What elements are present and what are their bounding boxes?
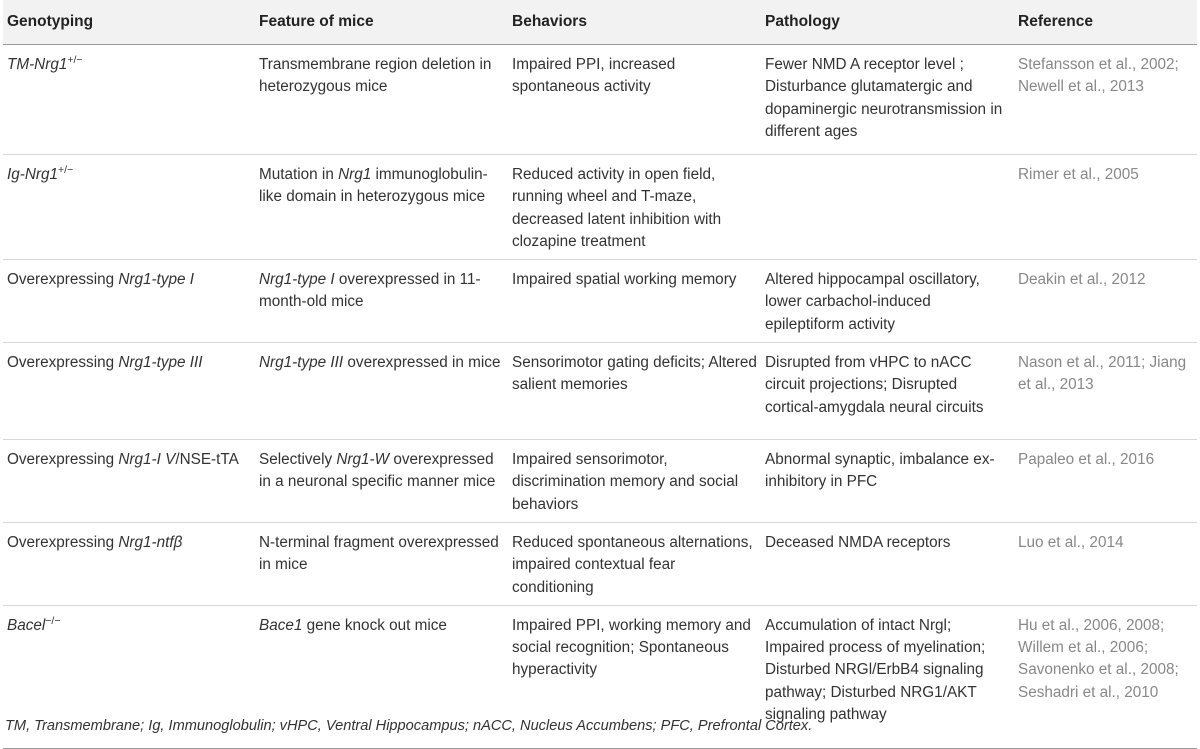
reference-cell: Rimer et al., 2005 — [1018, 166, 1139, 183]
behaviors-cell: Reduced activity in open field, running wheel and T-maze, decreased latent inhibition with clozapine treatment — [512, 166, 722, 250]
feature-cell: N-terminal fragment overexpressed in mice — [259, 533, 499, 574]
genotype-cell — [3, 45, 255, 155]
pathology-cell: Disrupted from vHPC to nACC circuit projections; Disrupted cortical-amygdala neural circuits — [765, 354, 984, 416]
header-reference: Reference — [1014, 0, 1197, 45]
genotype-text: Overexpressing — [7, 354, 119, 372]
feature-text: overexpressed in mice — [343, 354, 501, 372]
feature-text: overexpressed in a neuronal specific manner mice — [259, 451, 496, 491]
genotype-superscript: +/− — [58, 163, 74, 176]
reference-cell: Nason et al., 2011; Jiang et al., 2013 — [1018, 354, 1187, 394]
feature-cell — [255, 440, 508, 523]
genotype-text: Overexpressing — [7, 451, 119, 469]
genotype-superscript: −/− — [45, 614, 61, 627]
reference-cell: Deakin et al., 2012 — [1018, 271, 1146, 289]
feature-gene: Bace1 — [259, 616, 303, 634]
genotype-name: Nrg1-ntfβ — [118, 533, 183, 551]
genotype-name: TM-Nrg1 — [7, 56, 68, 73]
table-row — [3, 440, 1197, 523]
feature-text: overexpressed in 11-month-old mice — [259, 271, 481, 311]
feature-gene: Nrg1-type I — [259, 271, 335, 289]
header-genotyping: Genotyping — [3, 0, 255, 45]
reference-cell: Hu et al., 2006, 2008; Willem et al., 2006; Savonenko et al., 2008; Seshadri et al., 2010 — [1018, 616, 1179, 701]
header-pathology: Pathology — [761, 0, 1014, 45]
genotype-text: /NSE-tTA — [175, 451, 239, 469]
genotype-name: Ig-Nrg1 — [7, 166, 59, 183]
genotype-superscript: +/− — [67, 53, 83, 66]
table-row — [3, 260, 1197, 343]
mouse-models-table — [3, 0, 1197, 749]
feature-cell — [255, 155, 508, 260]
table-row — [3, 522, 1197, 605]
header-row — [3, 0, 1197, 45]
header-feature: Feature of mice — [255, 0, 508, 45]
reference-cell: Luo et al., 2014 — [1018, 533, 1124, 551]
pathology-cell — [761, 155, 1014, 260]
table-row — [3, 45, 1197, 155]
table-footnote: TM, Transmembrane; Ig, Immunoglobulin; vHPC, Ventral Hippocampus; nACC, Nucleus Accumbens; PFC, Prefrontal Cortex. — [5, 718, 813, 734]
genotype-cell — [3, 260, 255, 343]
pathology-cell: Altered hippocampal oscillatory, lower carbachol-induced epileptiform activity — [765, 271, 980, 333]
genotype-name: Nrg1-type III — [118, 354, 203, 372]
pathology-cell: Fewer NMD A receptor level ; Disturbance glutamatergic and dopaminergic neurotransmission in different ages — [765, 56, 1003, 140]
feature-gene: Nrg1-type III — [259, 354, 344, 372]
table-row — [3, 155, 1197, 260]
feature-text: immunoglobulin-like domain in heterozygous mice — [259, 166, 488, 206]
behaviors-cell: Impaired sensorimotor, discrimination memory and social behaviors — [512, 451, 739, 513]
reference-cell: Stefansson et al., 2002; Newell et al., 2013 — [1018, 56, 1179, 96]
table-row — [3, 343, 1197, 440]
genotype-text: Overexpressing — [7, 271, 119, 289]
behaviors-cell: Reduced spontaneous alternations, impaired contextual fear conditioning — [512, 533, 753, 596]
behaviors-cell: Impaired PPI, working memory and social recognition; Spontaneous hyperactivity — [512, 616, 751, 679]
pathology-cell: Accumulation of intact Nrgl; Impaired process of myelination; Disturbed NRGl/ErbB4 signaling pathway; Disturbed NRG1/AKT signaling pathway — [765, 616, 986, 724]
feature-cell — [255, 343, 508, 440]
feature-cell — [255, 260, 508, 343]
genotype-cell — [3, 343, 255, 440]
feature-text: gene knock out mice — [302, 616, 447, 634]
feature-gene: Nrg1 — [338, 166, 372, 183]
feature-text: Mutation in — [259, 166, 339, 183]
feature-text: Selectively — [259, 451, 337, 469]
genotype-cell — [3, 440, 255, 523]
pathology-cell: Deceased NMDA receptors — [765, 533, 951, 551]
genotype-name: Bacel — [7, 616, 46, 634]
behaviors-cell: Impaired spatial working memory — [512, 271, 737, 289]
behaviors-cell: Sensorimotor gating deficits; Altered salient memories — [512, 354, 757, 394]
genotype-name: Nrg1-I V — [118, 451, 176, 469]
pathology-cell: Abnormal synaptic, imbalance ex-inhibitory in PFC — [765, 451, 995, 491]
reference-cell: Papaleo et al., 2016 — [1018, 451, 1155, 469]
header-behaviors: Behaviors — [508, 0, 761, 45]
feature-cell: Transmembrane region deletion in heterozygous mice — [259, 56, 492, 96]
genotype-cell — [3, 155, 255, 260]
behaviors-cell: Impaired PPI, increased spontaneous activity — [512, 56, 676, 96]
genotype-text: Overexpressing — [7, 533, 119, 551]
genotype-name: Nrg1-type I — [118, 271, 195, 289]
feature-gene: Nrg1-W — [336, 451, 390, 469]
genotype-cell — [3, 522, 255, 605]
